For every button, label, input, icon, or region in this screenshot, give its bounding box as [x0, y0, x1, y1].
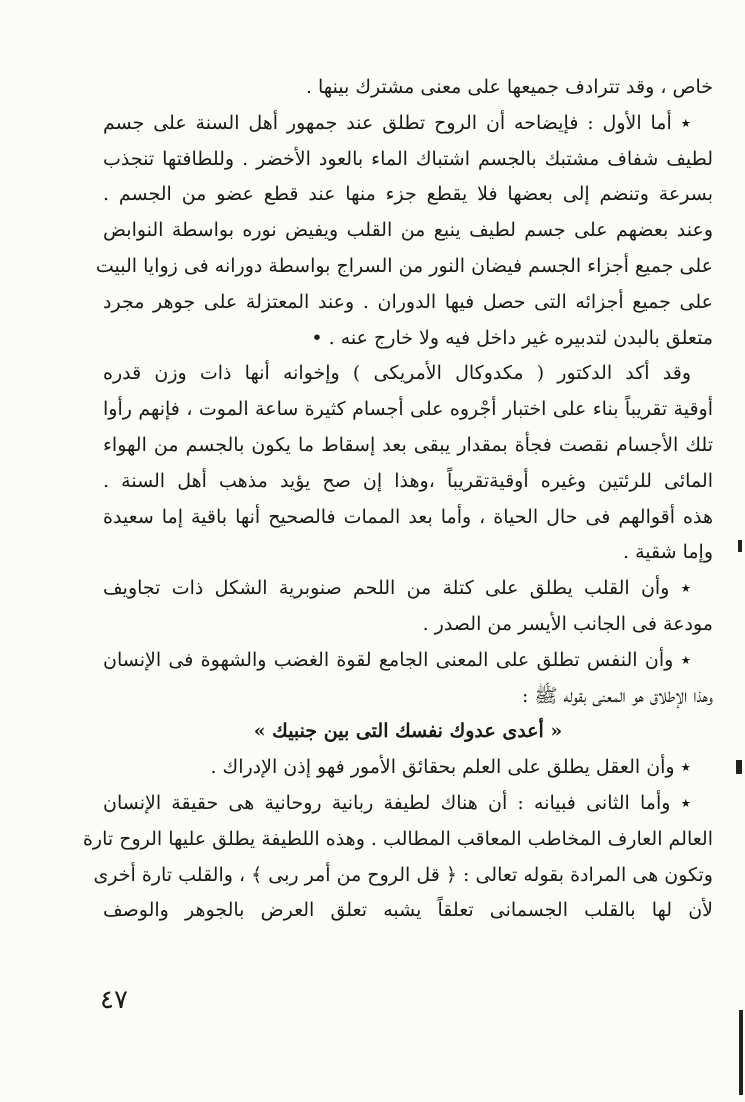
text-line-7: على جميع أجزائه التى حصل فيها الدوران . وعند المعتزلة على جوهر مجرد [103, 290, 713, 313]
page-number: ٤٧ [100, 985, 128, 1015]
scan-edge-mark [738, 540, 742, 552]
text-line-10: أوقية تقريباً بناء على اختبار أجْروه على أجسام كثيرة ساعة الموت ، فإنهم رأوا [103, 398, 713, 421]
text-line-3: لطيف شفاف مشتبك بالجسم اشتباك الماء بالعود الأخضر . وللطافتها تنجذب [103, 147, 713, 170]
text-line-1: خاص ، وقد تترادف جميعها على معنى مشترك بينها . [305, 76, 713, 98]
text-line-9: وقد أكد الدكتور ( مكدوكال الأمريكى ) وإخوانه أنها ذات وزن قدره [103, 362, 691, 385]
scan-edge-mark [739, 1010, 743, 1095]
text-line-13: هذه أقوالهم فى حال الحياة ، وأما بعد الممات فالصحيح أنها باقية إما سعيدة [103, 505, 713, 528]
text-line-14: وإما شقية . [623, 541, 713, 564]
text-line-5: وعند بعضهم على جسم لطيف ينبع من القلب ويفيض نوره بواسطة النوابض [103, 219, 713, 242]
text-line-6: على جميع أجزاء الجسم فيضان النور من السراج بواسطة دورانه فى زوايا البيت [95, 254, 713, 277]
text-line-11: تلك الأجسام نقصت فجأة بمقدار يبقى بعد إسقاط ما يكون بالجسم من الهواء [103, 433, 713, 456]
text-line-12: المائى للرئتين وغيره أوقيةتقريباً ،وهذا إن صح يؤيد مذهب أهل السنة . [103, 469, 713, 492]
text-line-22: العالم العارف المخاطب المعاقب المطالب . وهذه اللطيفة يطلق عليها الروح تارة [82, 827, 713, 850]
hadith-quote: « أعدى عدوك نفسك التى بين جنبيك » [253, 720, 563, 743]
text-line-18: وهذا الإطلاق هو المعنى بقوله ﷺ : [521, 684, 713, 707]
text-line-24: لأن لها بالقلب الجسمانى تعلقاً يشبه تعلق العرض بالجوهر والوصف [103, 899, 713, 922]
text-line-8: متعلق بالبدن لتدبيره غير داخل فيه ولا خارج عنه . • [311, 326, 713, 349]
text-line-21: ٭ وأما الثانى فبيانه : أن هناك لطيفة ربانية روحانية هى حقيقة الإنسان [103, 791, 691, 814]
text-line-23: وتكون هى المرادة بقوله تعالى : ﴿ قل الروح من أمر ربى ﴾ ، والقلب تارة أخرى [93, 863, 713, 886]
page-body-text [82, 70, 713, 929]
text-line-4: بسرعة وتنضم إلى بعضها فلا يقطع جزء منها عند قطع عضو من الجسم . [103, 183, 713, 206]
scan-edge-mark [736, 760, 742, 774]
text-line-2: ٭ أما الأول : فإيضاحه أن الروح تطلق عند جمهور أهل السنة على جسم [103, 111, 691, 134]
text-line-17: ٭ وأن النفس تطلق على المعنى الجامع لقوة الغضب والشهوة فى الإنسان [103, 648, 691, 671]
text-line-15: ٭ وأن القلب يطلق على كتلة من اللحم صنوبرية الشكل ذات تجاويف [103, 577, 691, 600]
text-line-16: مودعة فى الجانب الأيسر من الصدر . [422, 612, 713, 635]
text-line-20: ٭ وأن العقل يطلق على العلم بحقائق الأمور فهو إذن الإدراك . [210, 756, 691, 779]
